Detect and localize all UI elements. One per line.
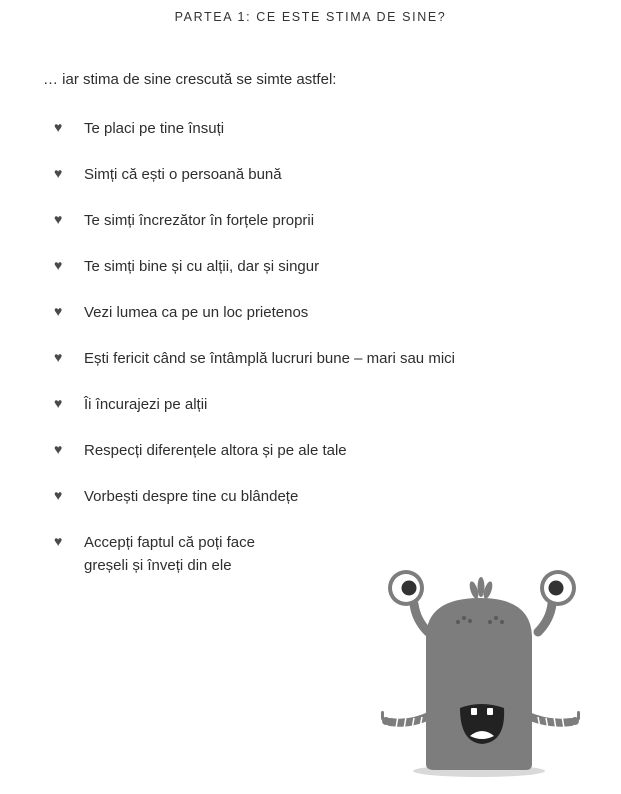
list-item: [54, 200, 455, 246]
right-eye-stalk: [538, 604, 552, 632]
right-eye: [540, 570, 576, 606]
list-item: [54, 108, 455, 154]
page-header: PARTEA 1: CE ESTE STIMA DE SINE?: [174, 10, 447, 24]
list-item-label: Ești fericit când se întâmplă lucruri bune – mari sau mici: [84, 350, 455, 367]
left-eye: [388, 570, 424, 606]
heart-icon: ♥: [54, 441, 63, 457]
list-item-label: Îi încurajezi pe alții: [84, 396, 208, 413]
monster-illustration: [376, 560, 588, 782]
heart-icon: ♥: [54, 349, 63, 365]
heart-icon: ♥: [54, 257, 63, 273]
heart-icon: ♥: [54, 119, 63, 135]
list-item-label: Vezi lumea ca pe un loc prietenos: [84, 304, 309, 321]
right-arm: [526, 715, 571, 723]
left-eye-stalk: [414, 604, 428, 632]
list-item: [54, 292, 455, 338]
monster-body: [426, 598, 532, 770]
list-item-label: Simți că ești o persoană bună: [84, 166, 282, 183]
heart-icon: ♥: [54, 533, 63, 549]
list-item-label: Accepți faptul că poți face greșeli și înveți din ele: [84, 534, 255, 574]
list-item-label: Te placi pe tine însuți: [84, 120, 225, 137]
list-item: [54, 246, 455, 292]
heart-icon: ♥: [54, 395, 63, 411]
self-esteem-list: [54, 108, 455, 577]
list-item-label: Te simți bine și cu alții, dar și singur: [84, 258, 320, 275]
list-item: [54, 338, 455, 384]
list-item: [54, 430, 455, 476]
heart-icon: ♥: [54, 487, 63, 503]
list-item-label: Respecți diferențele altora și pe ale tale: [84, 442, 347, 459]
heart-icon: ♥: [54, 303, 63, 319]
list-item-label: Vorbești despre tine cu blândețe: [84, 488, 299, 505]
intro-text: … iar stima de sine crescută se simte astfel:: [43, 71, 337, 88]
heart-icon: ♥: [54, 211, 63, 227]
list-item: [54, 154, 455, 200]
list-item-label: Te simți încrezător în forțele proprii: [84, 212, 315, 229]
list-item: [54, 384, 455, 430]
list-item: [54, 476, 455, 522]
left-arm: [390, 715, 431, 723]
heart-icon: ♥: [54, 165, 63, 181]
